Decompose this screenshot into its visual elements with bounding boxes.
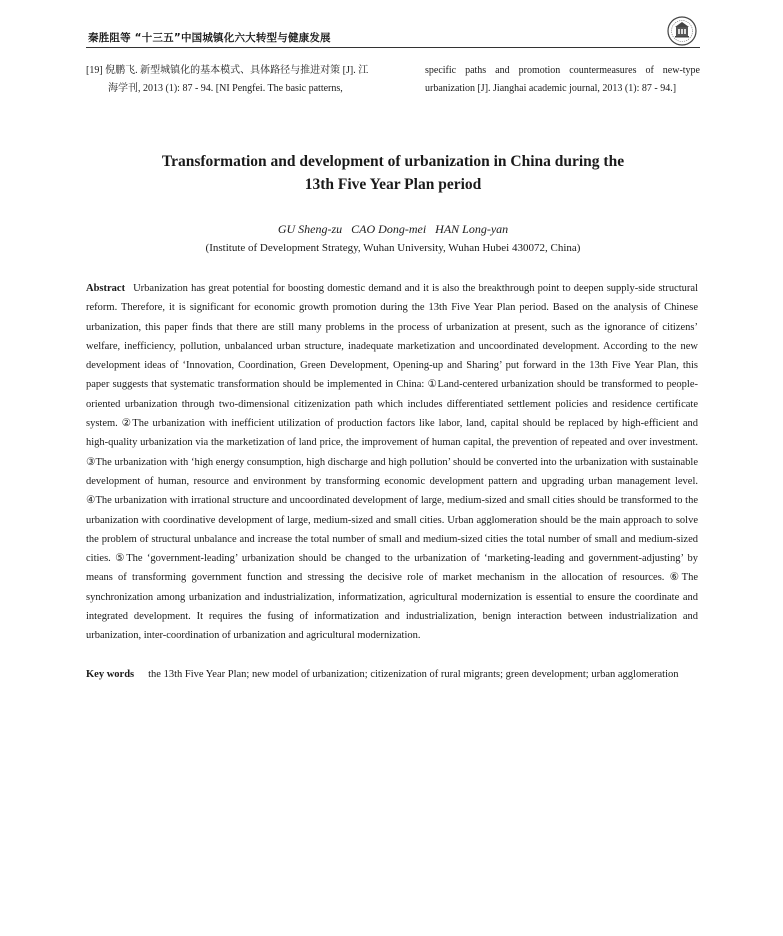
reference-line: 海学刊, 2013 (1): 87 - 94. [NI Pengfei. The basic patterns, xyxy=(108,83,343,94)
keywords-text: the 13th Five Year Plan; new model of urbanization; citizenization of rural migrants; green development; urban agglomeration xyxy=(148,669,679,680)
header-rule xyxy=(86,47,700,48)
affiliation: (Institute of Development Strategy, Wuhan University, Wuhan Hubei 430072, China) xyxy=(205,242,581,254)
journal-logo-emblem xyxy=(667,16,697,46)
running-head: 秦胜阻等 “十三五”中国城镇化六大转型与健康发展 xyxy=(88,32,331,44)
title-line: Transformation and development of urbanization in China during the xyxy=(161,153,625,170)
abstract-label: Abstract xyxy=(86,283,126,294)
reference-line: [19] 倪鹏飞. 新型城镇化的基本模式、具体路径与推进对策 [J]. 江 xyxy=(86,65,369,76)
reference-19-left-column xyxy=(86,62,386,98)
keywords xyxy=(86,665,698,684)
authors: GU Sheng-zu CAO Dong-mei HAN Long-yan xyxy=(277,222,509,236)
reference-19-right-column xyxy=(425,62,700,98)
keywords-label: Key words xyxy=(86,669,135,680)
reference-line: urbanization [J]. Jianghai academic journal, 2013 (1): 87 - 94.] xyxy=(425,83,677,94)
article-title xyxy=(86,150,700,196)
reference-line: specific paths and promotion countermeasures of new-type xyxy=(425,65,700,76)
abstract-text: Urbanization has great potential for boosting domestic demand and it is also the breakthrough point to deepen supply-side structural reform. Therefore, it is significant for economic growth promotion during the 13th Five Year Plan period. Based on the analysis of Chinese urbanization, this paper finds that there are still many problems in the process of urbanization at present, such as the ignorance of citizens’ welfare, inefficiency, pollution, unbalanced urban structure, inadequate marketization and uncoordinated development. According to the new development ideas of ‘Innovation, Coordination, Green Development, Opening-up and Sharing’ put forward in the 13th Five Year Plan, this paper suggests that systematic transformation should be implemented in China: ①Land-centered urbanization should be transformed to people-oriented urbanization through two-dimensional citizenization path which includes differentiated settlement policies and residence certificate system. ②The urbanization with inefficient utilization of production factors like labor, land, capital should be replaced by high-efficient and high-quality urbanization via the marketization of land price, the improvement of human capital, the prevention of repeated and over investment. ③The urbanization with ‘high energy consumption, high discharge and high pollution’ should be converted into the urbanization with sustainable development of human, resource and environment by transforming economic development pattern and upgrading urban management level. ④The urbanization with irrational structure and uncoordinated development of large, medium-sized and small cities should be transformed to the urbanization with coordinative development of large, medium-sized and small cities. Urban agglomeration should be the main approach to solve the problem of structural unbalance and increase the total number of small and medium-sized cities the total number of small and medium-sized cities. ⑤The ‘government-leading’ urbanization should be changed to the urbanization of ‘marketing-leading and government-adjusting’ by means of transforming government function and stressing the decisive role of market mechanism in the allocation of resources. ⑥The synchronization among urbanization and industrialization, informatization, agricultural modernization is essential to ensure the coordinate and integrated development. It requires the fusing of informatization and industrialization, benign interaction between industrialization and urbanization, inter-coordination of urbanization and agricultural modernization. xyxy=(86,283,698,642)
title-line: 13th Five Year Plan period xyxy=(304,176,482,193)
abstract xyxy=(86,279,698,646)
